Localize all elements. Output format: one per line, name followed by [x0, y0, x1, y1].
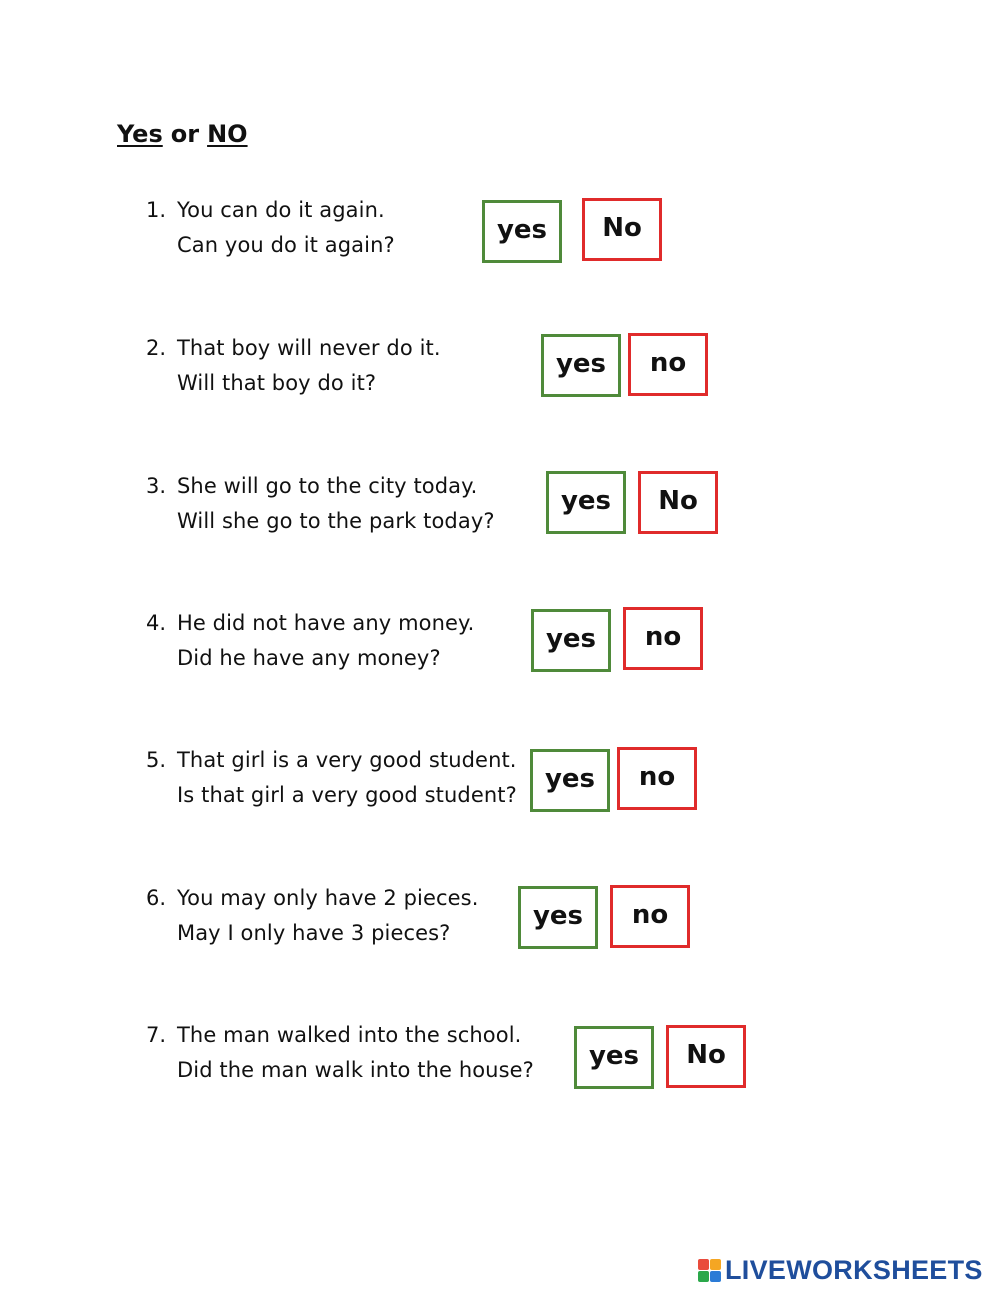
- yes-button-q3[interactable]: [546, 471, 626, 534]
- statement-text: You may only have 2 pieces.: [177, 886, 479, 910]
- question-text: Did the man walk into the house?: [177, 1058, 534, 1082]
- question-number: 2.: [146, 336, 167, 360]
- question-number: 5.: [146, 748, 167, 772]
- question-number: 1.: [146, 198, 167, 222]
- worksheet-title: [117, 120, 248, 148]
- yes-button-q1[interactable]: [482, 200, 562, 263]
- no-label: no: [631, 899, 669, 930]
- logo-tile-green: [698, 1271, 709, 1282]
- yes-button-q7[interactable]: [574, 1026, 654, 1089]
- yes-label: yes: [545, 623, 597, 654]
- no-label: No: [602, 212, 642, 243]
- yes-label: yes: [555, 348, 607, 379]
- no-button-q5[interactable]: [617, 747, 697, 810]
- logo-tile-red: [698, 1259, 709, 1270]
- no-button-q7[interactable]: [666, 1025, 746, 1088]
- question-number: 4.: [146, 611, 167, 635]
- liveworksheets-logo-icon: [698, 1259, 721, 1282]
- no-button-q4[interactable]: [623, 607, 703, 670]
- title-or: or: [170, 120, 200, 148]
- question-text: Is that girl a very good student?: [177, 783, 517, 807]
- question-text: Can you do it again?: [177, 233, 395, 257]
- yes-button-q2[interactable]: [541, 334, 621, 397]
- question-text: Will that boy do it?: [177, 371, 377, 395]
- yes-button-q4[interactable]: [531, 609, 611, 672]
- no-button-q3[interactable]: [638, 471, 718, 534]
- question-text: Will she go to the park today?: [177, 509, 495, 533]
- logo-tile-blue: [710, 1271, 721, 1282]
- question-number: 3.: [146, 474, 167, 498]
- no-button-q1[interactable]: [582, 198, 662, 261]
- yes-button-q5[interactable]: [530, 749, 610, 812]
- title-no: NO: [207, 120, 248, 148]
- statement-text: That boy will never do it.: [177, 336, 441, 360]
- no-label: no: [649, 347, 687, 378]
- statement-text: The man walked into the school.: [177, 1023, 522, 1047]
- question-text: May I only have 3 pieces?: [177, 921, 451, 945]
- no-label: no: [644, 621, 682, 652]
- no-label: No: [658, 485, 698, 516]
- statement-text: She will go to the city today.: [177, 474, 478, 498]
- question-7: [146, 1023, 946, 1103]
- yes-button-q6[interactable]: [518, 886, 598, 949]
- yes-label: yes: [532, 900, 584, 931]
- question-text: Did he have any money?: [177, 646, 441, 670]
- no-label: No: [686, 1039, 726, 1070]
- no-button-q2[interactable]: [628, 333, 708, 396]
- title-yes: Yes: [117, 120, 163, 148]
- statement-text: That girl is a very good student.: [177, 748, 517, 772]
- statement-text: You can do it again.: [177, 198, 385, 222]
- yes-label: yes: [588, 1040, 640, 1071]
- no-label: no: [638, 761, 676, 792]
- yes-label: yes: [496, 214, 548, 245]
- liveworksheets-branding: [698, 1255, 983, 1285]
- yes-label: yes: [544, 763, 596, 794]
- logo-tile-orange: [710, 1259, 721, 1270]
- question-number: 6.: [146, 886, 167, 910]
- statement-text: He did not have any money.: [177, 611, 475, 635]
- no-button-q6[interactable]: [610, 885, 690, 948]
- brand-text: LIVEWORKSHEETS: [725, 1254, 983, 1285]
- question-number: 7.: [146, 1023, 167, 1047]
- yes-label: yes: [560, 485, 612, 516]
